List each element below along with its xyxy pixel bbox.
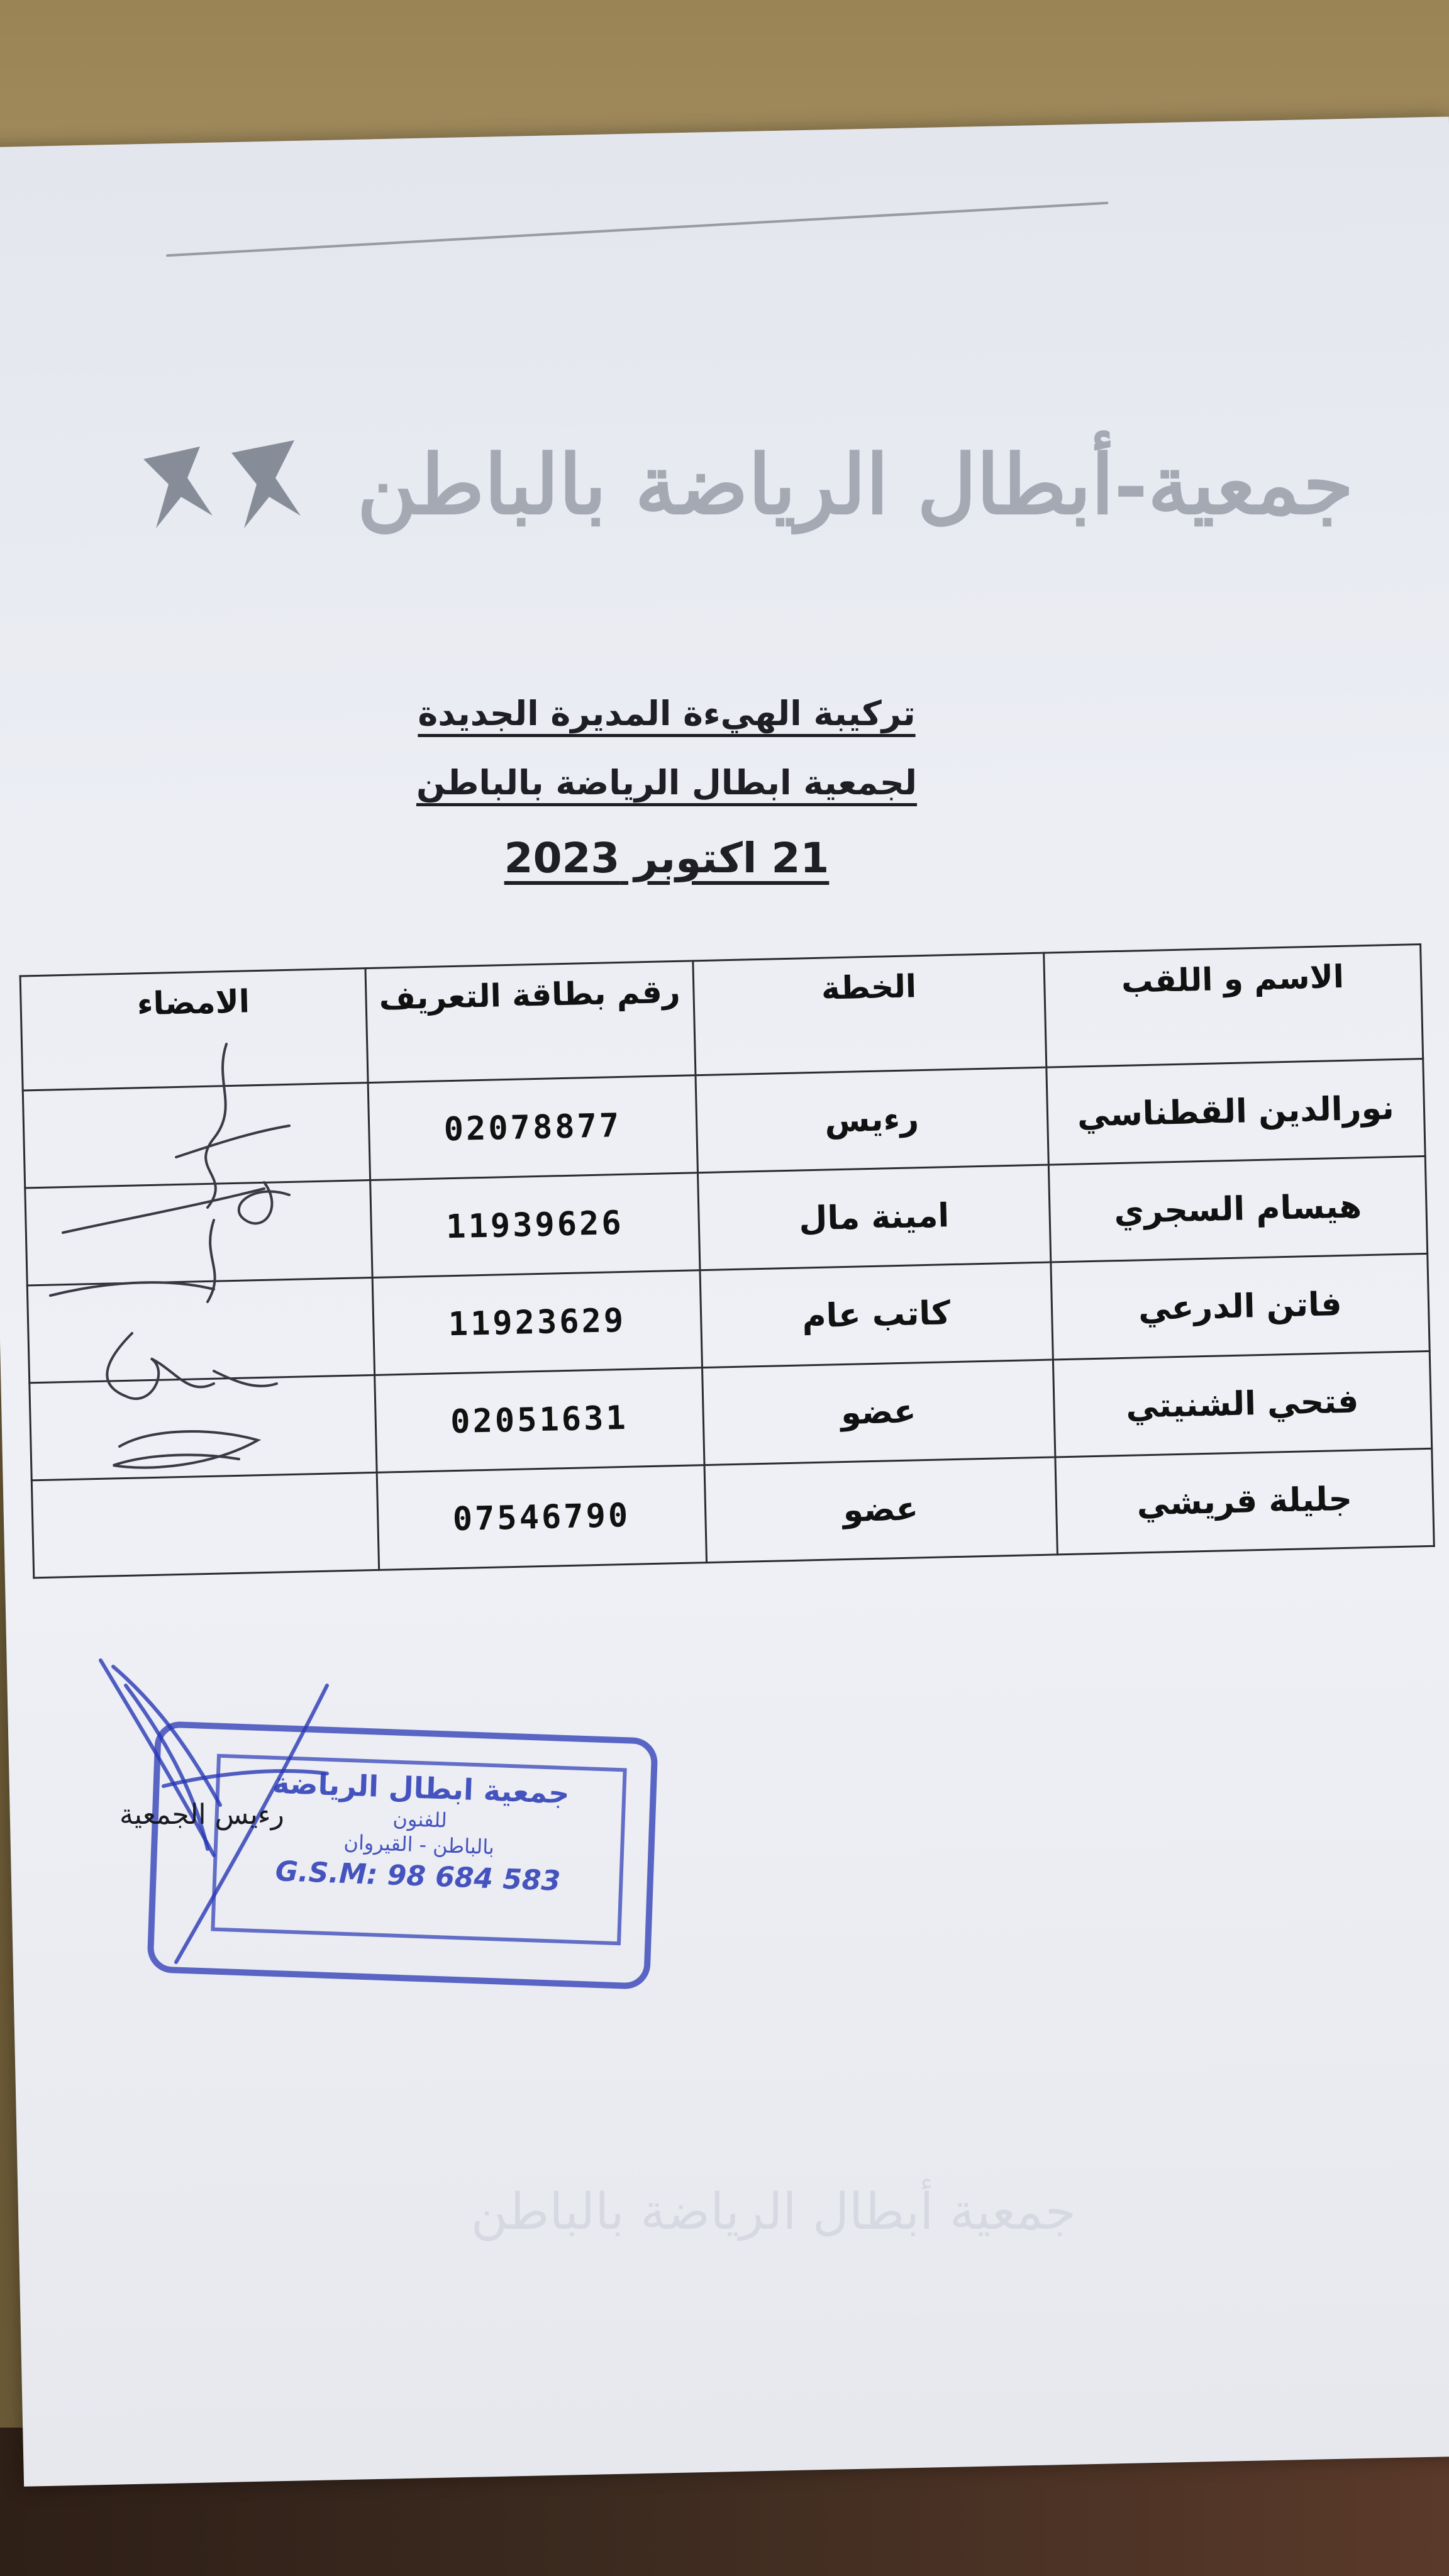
title-association: لجمعية ابطال الرياضة بالباطن xyxy=(416,763,918,802)
association-name: جمعية-أبطال الرياضة بالباطن xyxy=(357,436,1354,533)
member-name: فتحي الشنيتي xyxy=(1053,1351,1432,1457)
member-name: جليلة قريشي xyxy=(1055,1448,1435,1555)
member-role: كاتب عام xyxy=(700,1262,1053,1368)
member-signature xyxy=(30,1375,377,1480)
association-stamp xyxy=(211,1754,626,1946)
member-id: 02051631 xyxy=(374,1368,704,1473)
stamp-phone: G.S.M: 98 684 583 xyxy=(275,1855,562,1897)
letterhead xyxy=(94,402,1390,566)
member-signature xyxy=(25,1180,372,1285)
stamp-subtitle: للفنون xyxy=(392,1806,448,1833)
header-role: الخطة xyxy=(692,953,1046,1075)
footer-ghost-text: جمعية أبطال الرياضة بالباطن xyxy=(470,2182,1077,2241)
header-id: رقم بطاقة التعريف xyxy=(365,961,696,1083)
title-board: تركيبة الهيءة المديرة الجديدة xyxy=(418,694,916,733)
title-date: 21 اكتوبر 2023 xyxy=(504,834,830,882)
member-signature xyxy=(23,1083,370,1188)
member-name: نورالدين القطناسي xyxy=(1046,1058,1425,1165)
president-label: رءيس الجمعية xyxy=(119,1799,284,1831)
member-id: 11939626 xyxy=(370,1173,699,1278)
member-role: عضو xyxy=(704,1457,1057,1563)
member-id: 02078877 xyxy=(368,1075,697,1180)
member-role: رءيس xyxy=(696,1067,1048,1173)
stamp-name: جمعية ابطال الرياضة xyxy=(272,1765,570,1811)
member-id: 07546790 xyxy=(377,1465,706,1570)
header-signature: الامضاء xyxy=(20,969,368,1091)
member-role: عضو xyxy=(702,1360,1055,1465)
members-table-wrapper xyxy=(19,943,1435,1579)
document-titles xyxy=(352,679,981,899)
header-name: الاسم و اللقب xyxy=(1043,945,1423,1068)
association-logo-icon xyxy=(131,421,319,547)
member-id: 11923629 xyxy=(372,1270,702,1375)
member-signature xyxy=(31,1472,379,1577)
member-name: هيسام السجري xyxy=(1048,1156,1428,1262)
member-role: امينة مال xyxy=(697,1165,1050,1270)
member-name: فاتن الدرعي xyxy=(1050,1253,1430,1360)
fold-line xyxy=(166,202,1108,257)
stamp-location: بالباطن - القيروان xyxy=(343,1829,495,1860)
members-table xyxy=(19,943,1435,1579)
member-signature xyxy=(27,1277,374,1382)
